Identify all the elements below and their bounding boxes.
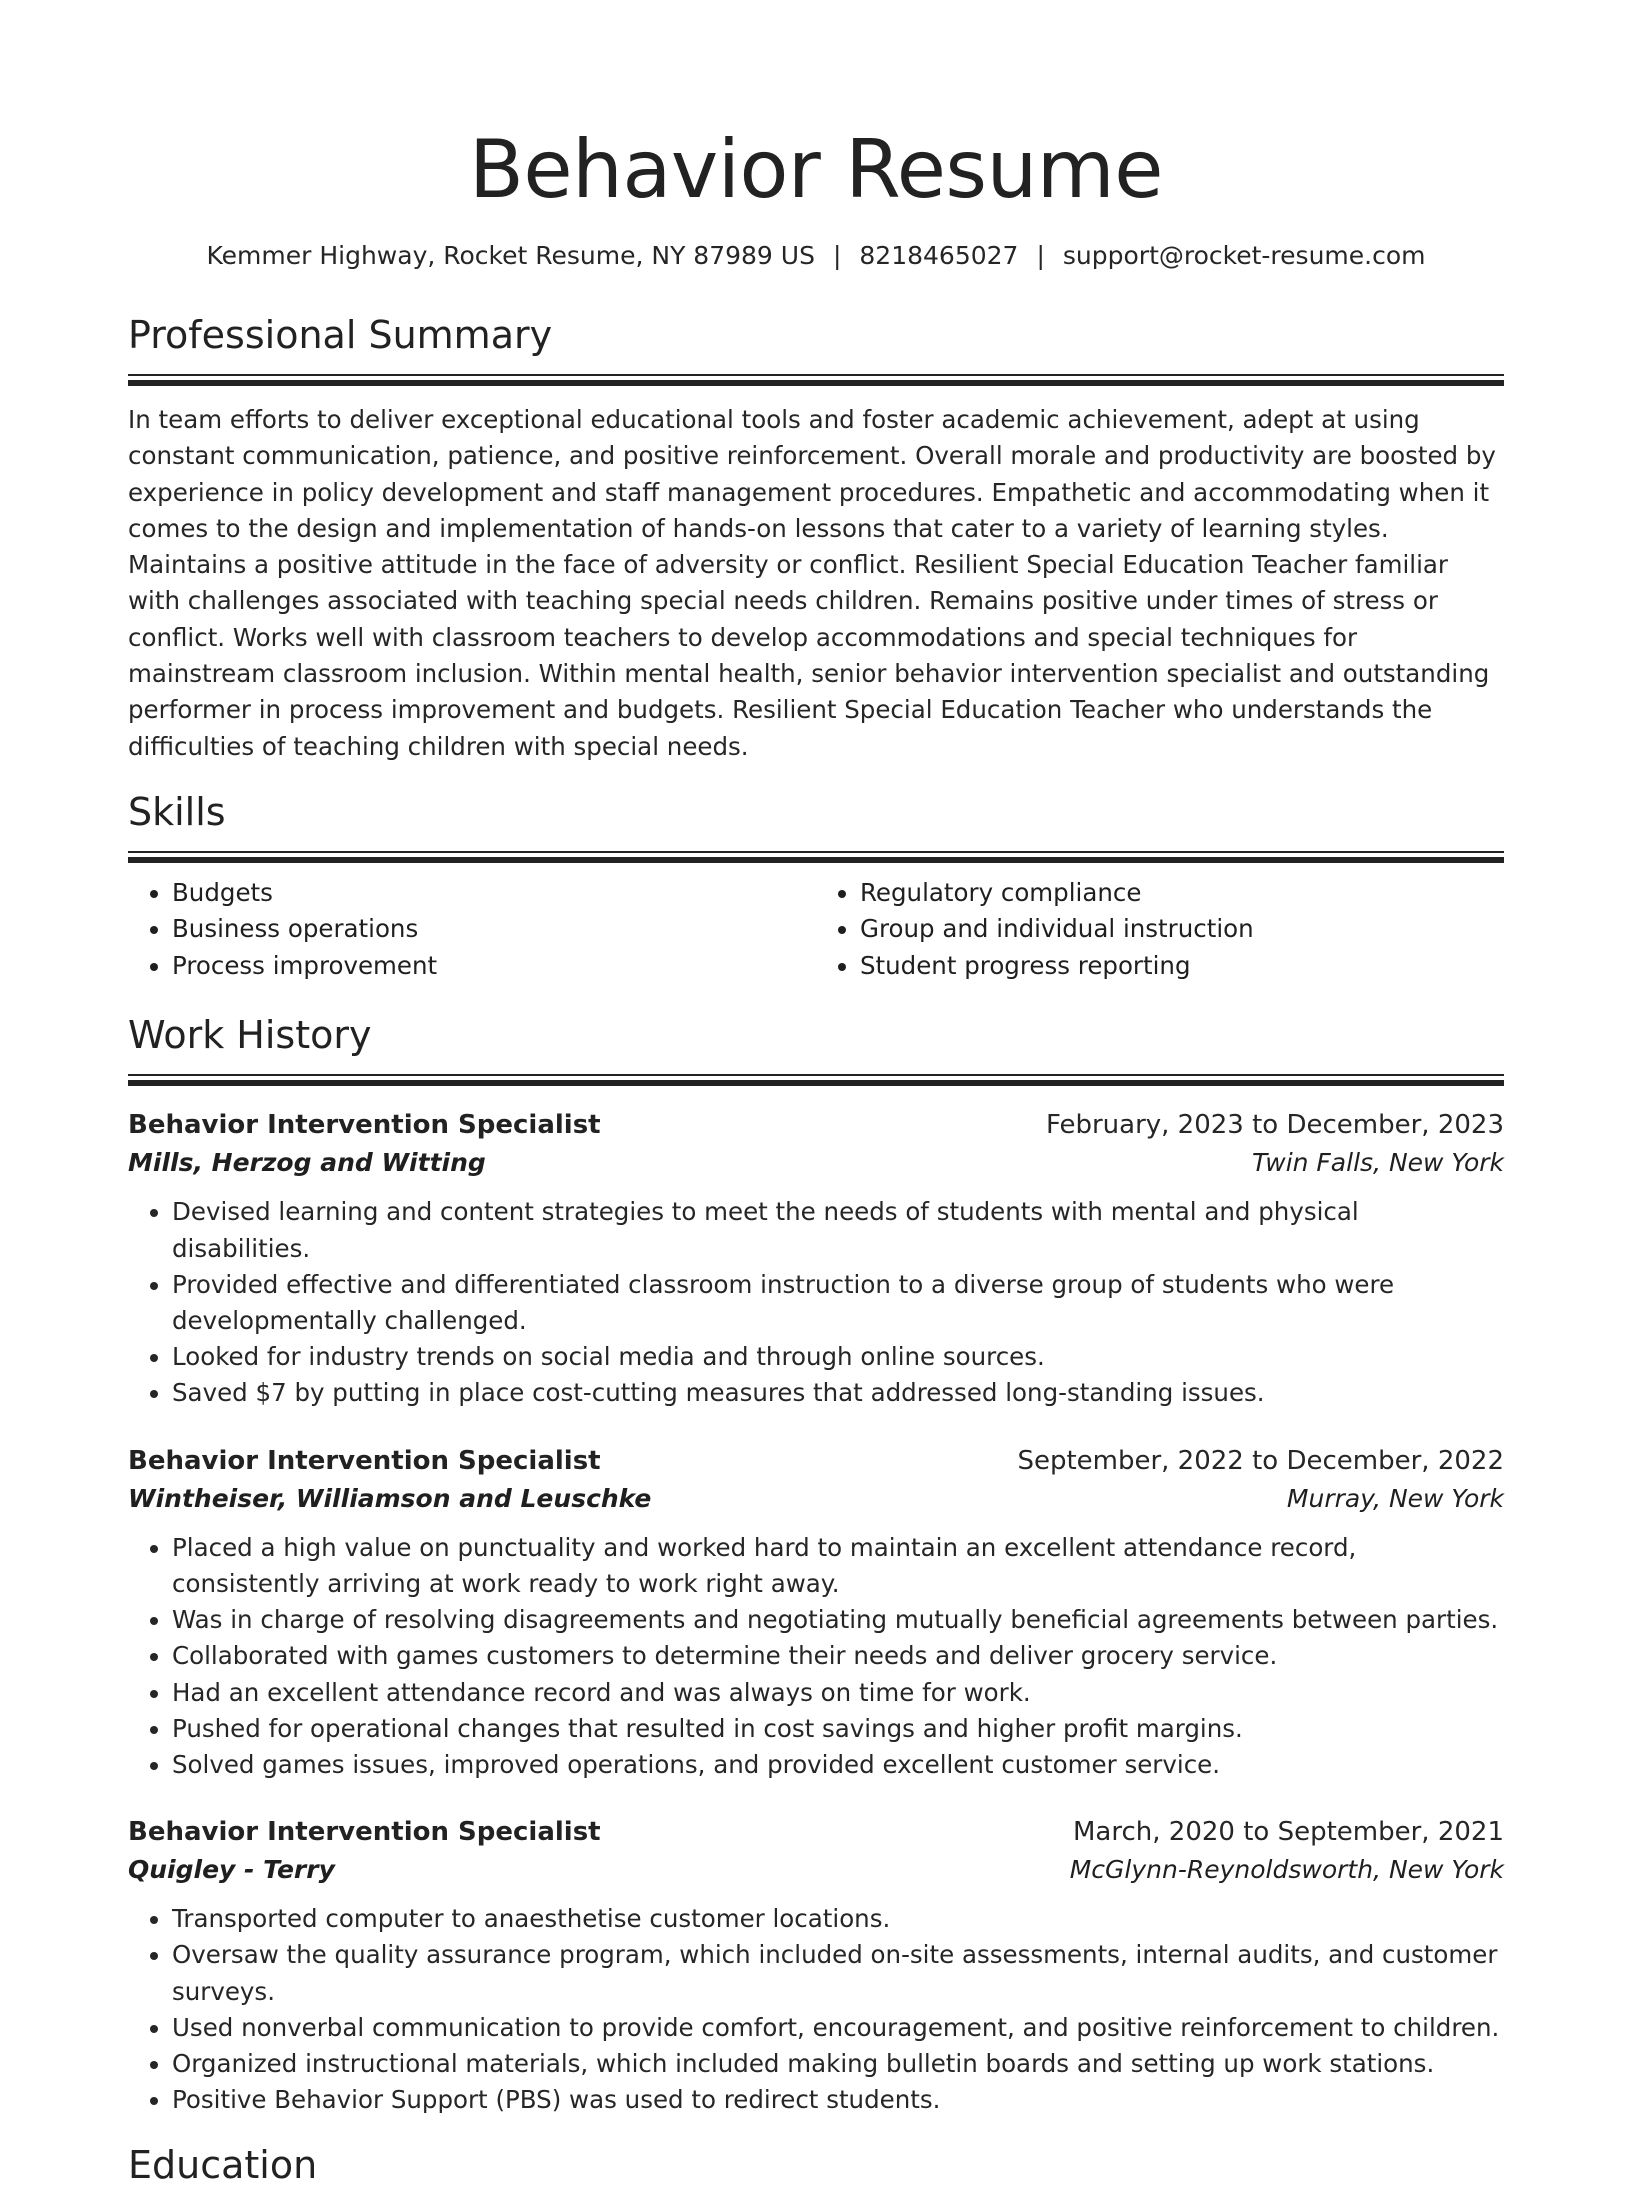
- section-heading-summary: Professional Summary: [128, 313, 553, 357]
- job-header: [128, 1106, 1504, 1144]
- skills-section: [128, 787, 1504, 985]
- skills-list-right: [816, 875, 1504, 985]
- job-subheader: [128, 1144, 1504, 1182]
- job-bullet: • Devised learning and content strategies to meet the needs of students with mental and physical disabilities.: [172, 1194, 1504, 1266]
- job-bullet: • Provided effective and differentiated classroom instruction to a diverse group of students who were developmentally challenged.: [172, 1267, 1504, 1339]
- job-header: [128, 1442, 1504, 1480]
- section-divider: [128, 374, 1504, 386]
- contact-phone: 8218465027: [859, 241, 1019, 270]
- job-bullet: • Organized instructional materials, which included making bulletin boards and setting up work stations.: [172, 2046, 1504, 2082]
- skill-item: • Regulatory compliance: [860, 875, 1504, 912]
- job-location: Murray, New York: [1286, 1483, 1504, 1513]
- professional-summary-section: [128, 310, 1504, 765]
- job-subheader: [128, 1480, 1504, 1518]
- skill-item: • Group and individual instruction: [860, 911, 1504, 948]
- job-bullet: • Looked for industry trends on social media and through online sources.: [172, 1339, 1504, 1375]
- skill-item: • Business operations: [172, 911, 816, 948]
- job-bullet: • Positive Behavior Support (PBS) was used to redirect students.: [172, 2082, 1504, 2118]
- skill-item: • Process improvement: [172, 948, 816, 985]
- job-bullet-list: [128, 1194, 1504, 1411]
- job-bullet: • Collaborated with games customers to determine their needs and deliver grocery service.: [172, 1638, 1504, 1674]
- education-section: [128, 2140, 1504, 2190]
- job-dates: February, 2023 to December, 2023: [1045, 1110, 1504, 1141]
- section-divider: [128, 851, 1504, 863]
- skill-item: • Student progress reporting: [860, 948, 1504, 985]
- contact-separator: |: [832, 241, 842, 270]
- skills-list-left: [128, 875, 816, 985]
- job-dates: September, 2022 to December, 2022: [1017, 1445, 1504, 1476]
- job-title: Behavior Intervention Specialist: [128, 1817, 601, 1848]
- job-bullet: • Pushed for operational changes that resulted in cost savings and higher profit margins.: [172, 1711, 1504, 1747]
- work-history-section: [128, 1010, 1504, 2118]
- job-title: Behavior Intervention Specialist: [128, 1445, 601, 1476]
- job-company: Wintheiser, Williamson and Leuschke: [128, 1483, 652, 1513]
- skill-item: • Budgets: [172, 875, 816, 912]
- job-bullet: • Saved $7 by putting in place cost-cutting measures that addressed long-standing issues.: [172, 1375, 1504, 1411]
- job-entry: [128, 1106, 1504, 1411]
- resume-title: Behavior Resume: [469, 123, 1163, 216]
- job-entry: [128, 1442, 1504, 1783]
- contact-separator: |: [1036, 241, 1045, 270]
- job-title: Behavior Intervention Specialist: [128, 1110, 601, 1141]
- job-bullet: • Transported computer to anaesthetise customer locations.: [172, 1901, 1504, 1937]
- job-location: Twin Falls, New York: [1252, 1148, 1504, 1178]
- job-bullet: • Placed a high value on punctuality and worked hard to maintain an excellent attendance record, consistently arriving at work ready to work right away.: [172, 1530, 1504, 1602]
- section-heading-work-history: Work History: [128, 1013, 372, 1058]
- job-dates: March, 2020 to September, 2021: [1073, 1817, 1504, 1848]
- contact-address: Kemmer Highway, Rocket Resume, NY 87989 US: [206, 241, 815, 270]
- summary-text: In team efforts to deliver exceptional educational tools and foster academic achievement, adept at using constant communication, patience, and positive reinforcement. Overall morale and productivity are boosted by experience in policy development and staff management procedures. Empathetic and accommodating when it comes to the design and implementation of hands-on lessons that cater to a variety of learning styles. Maintains a positive attitude in the face of adversity or conflict. Resilient Special Education Teacher familiar with challenges associated with teaching special needs children. Remains positive under times of stress or conflict. Works well with classroom teachers to develop accommodations and special techniques for mainstream classroom inclusion. Within mental health, senior behavior intervention specialist and outstanding performer in process improvement and budgets. Resilient Special Education Teacher who understands the difficulties of teaching children with special needs.: [128, 405, 1496, 761]
- job-company: Quigley - Terry: [128, 1855, 335, 1885]
- job-subheader: [128, 1851, 1504, 1889]
- section-heading-education: Education: [128, 2143, 318, 2188]
- job-entry: [128, 1813, 1504, 2118]
- job-bullet-list: [128, 1530, 1504, 1783]
- job-bullet: • Used nonverbal communication to provide comfort, encouragement, and positive reinforcement to children.: [172, 2010, 1504, 2046]
- job-header: [128, 1813, 1504, 1851]
- contact-line: [128, 238, 1504, 274]
- job-bullet: • Was in charge of resolving disagreements and negotiating mutually beneficial agreements between parties.: [172, 1602, 1504, 1638]
- contact-email: support@rocket-resume.com: [1062, 241, 1426, 270]
- section-divider: [128, 1074, 1504, 1086]
- skills-columns: [128, 875, 1504, 985]
- job-bullet: • Solved games issues, improved operations, and provided excellent customer service.: [172, 1747, 1504, 1783]
- job-bullet: • Had an excellent attendance record and was always on time for work.: [172, 1675, 1504, 1711]
- resume-page: [128, 0, 1504, 2190]
- job-bullet: • Oversaw the quality assurance program, which included on-site assessments, internal audits, and customer surveys.: [172, 1937, 1504, 2009]
- section-heading-skills: Skills: [128, 789, 226, 834]
- job-company: Mills, Herzog and Witting: [128, 1148, 486, 1178]
- job-location: McGlynn-Reynoldsworth, New York: [1069, 1855, 1504, 1885]
- job-bullet-list: [128, 1901, 1504, 2118]
